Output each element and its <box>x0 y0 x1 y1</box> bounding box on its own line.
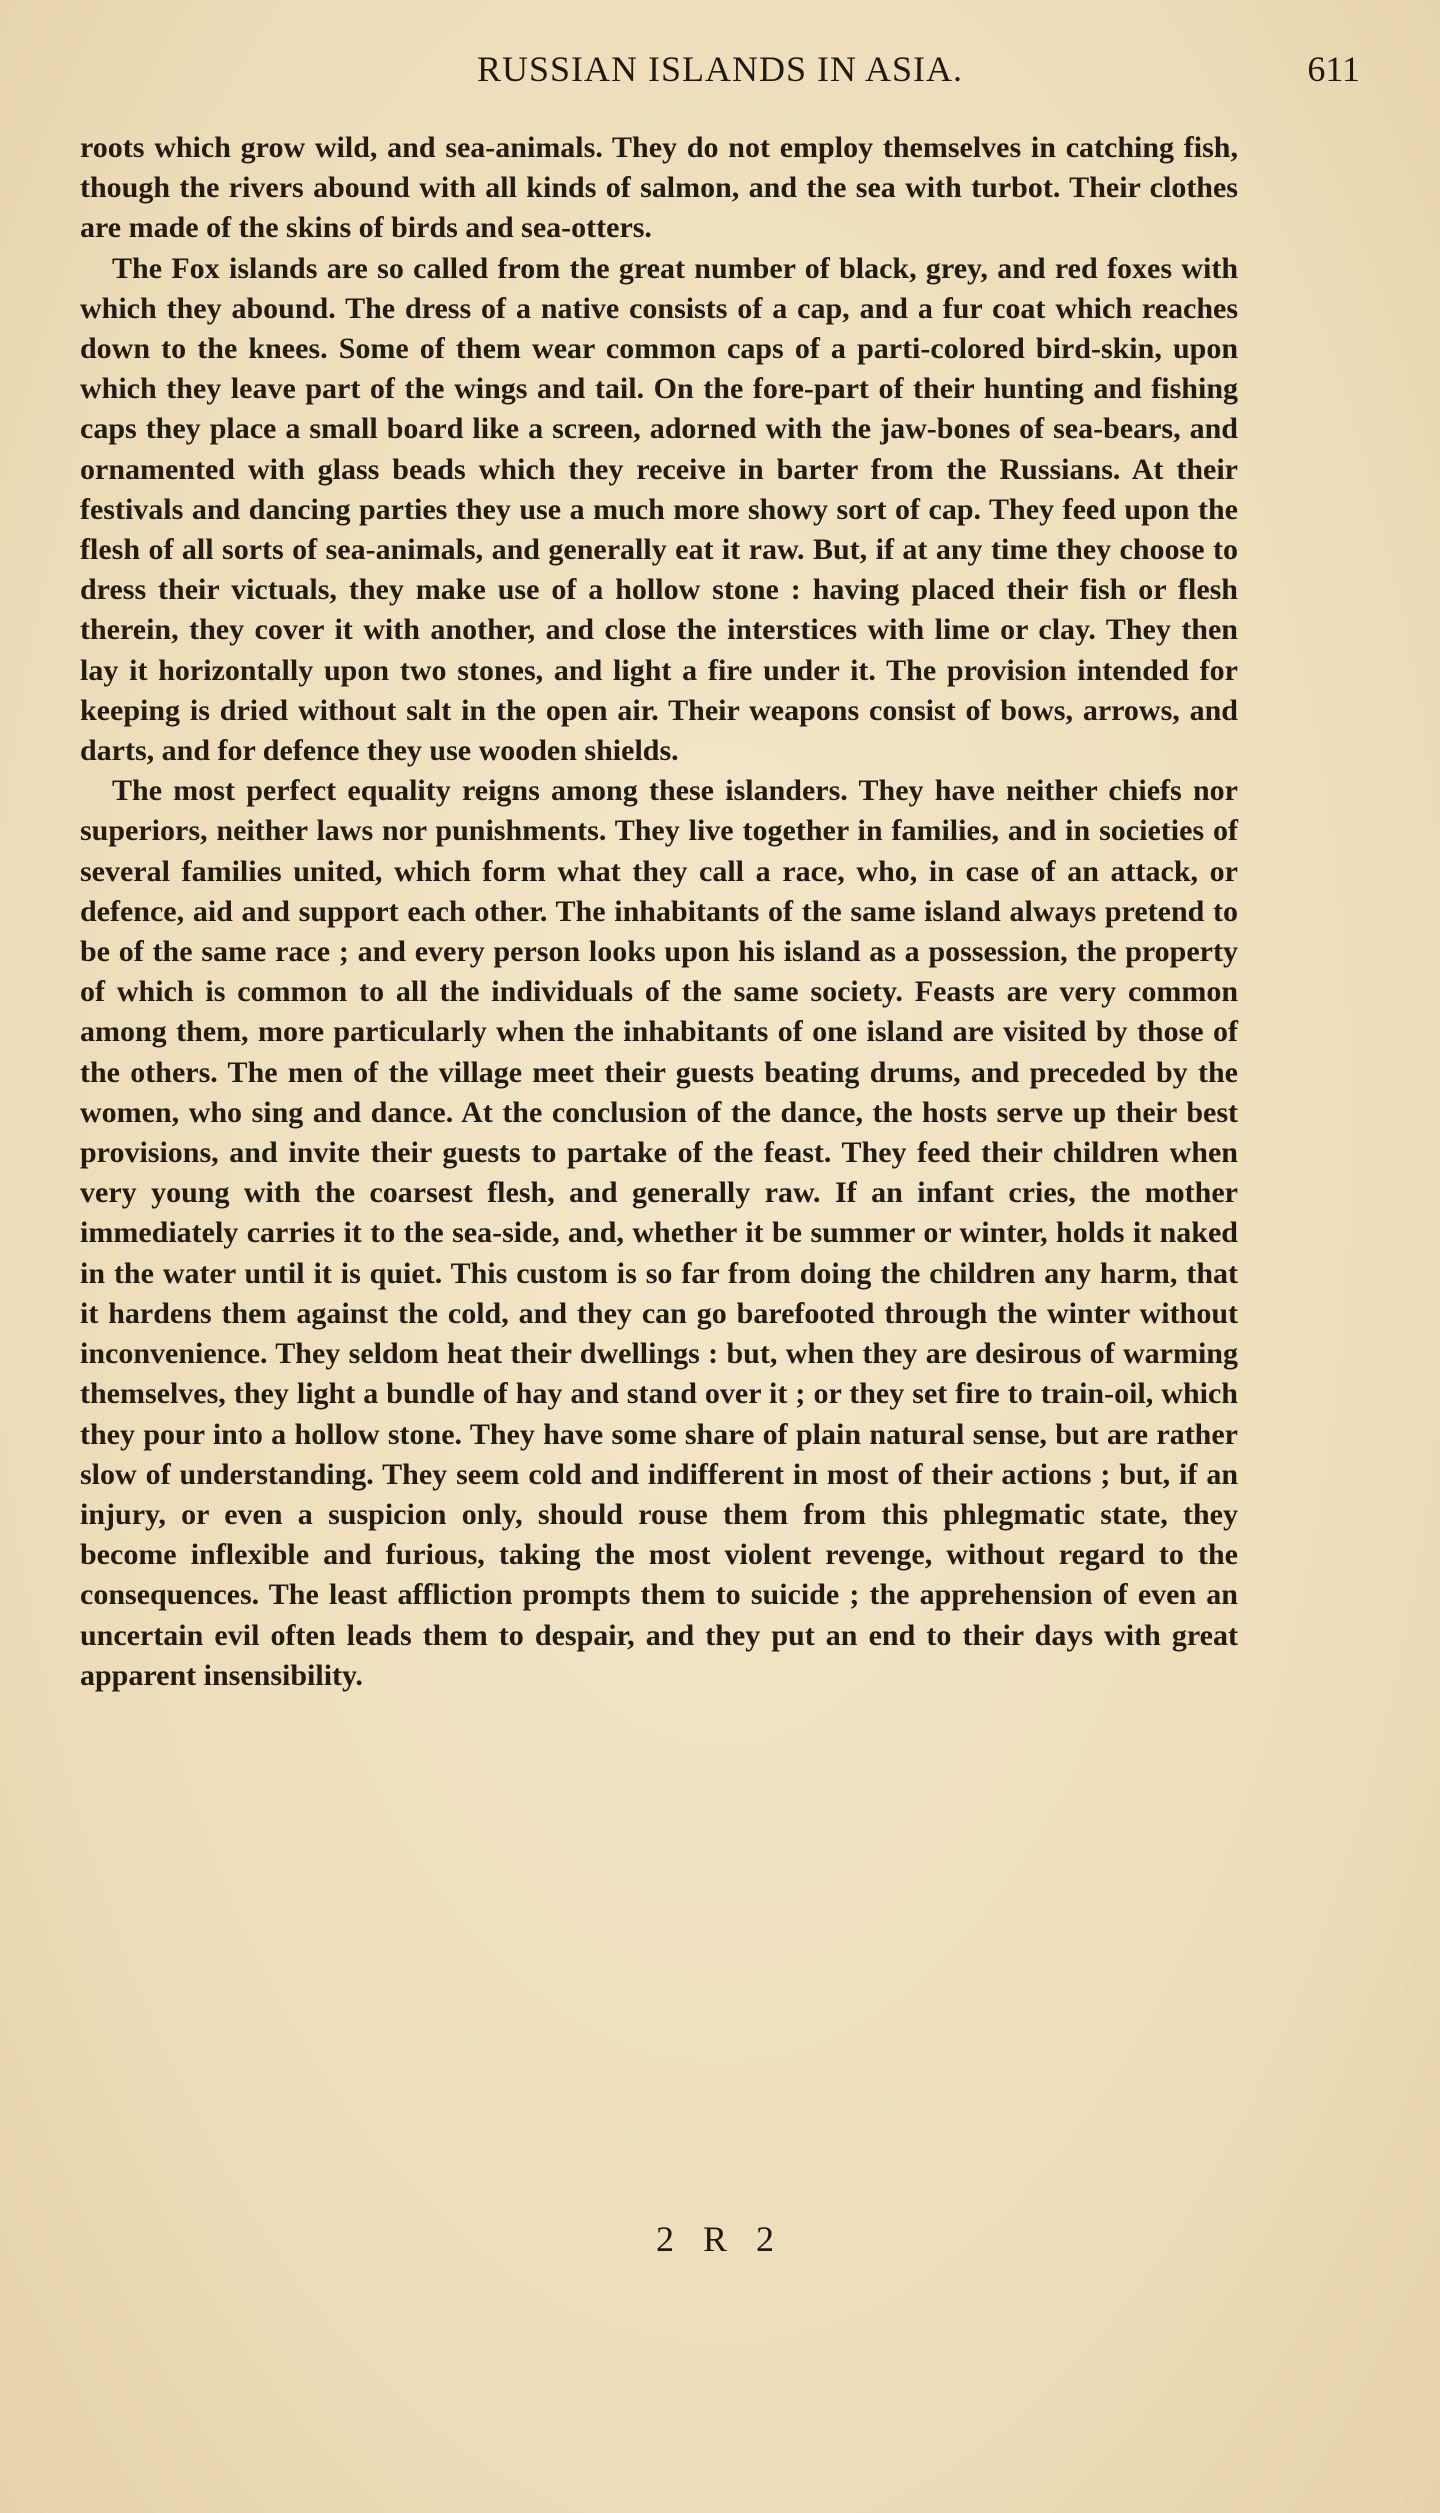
printer-signature-mark: 2 R 2 <box>655 2219 784 2259</box>
running-title: RUSSIAN ISLANDS IN ASIA. <box>476 49 964 89</box>
paragraph-fox-islands: The Fox islands are so called from the great number of black, grey, and red foxes with which they abound. The dress of a native consists of a cap, and a fur coat which reaches down to the knees. Some of them wear common caps of a parti-colored bird-skin, upon which they leave part of the wings and tail. On the fore-part of their hunting and fishing caps they place a small board like a screen, adorned with the jaw-bones of sea-bears, and ornamented with glass beads which they receive in barter from the Russians. At their festivals and dancing parties they use a much more showy sort of cap. They feed upon the flesh of all sorts of sea-animals, and generally eat it raw. But, if at any time they choose to dress their victuals, they make use of a hollow stone : having placed their fish or flesh therein, they cover it with another, and close the interstices with lime or clay. They then lay it horizontally upon two stones, and light a fire under it. The provision intended for keeping is dried without salt in the open air. Their weapons consist of bows, arrows, and darts, and for defence they use wooden shields. <box>80 251 1238 768</box>
running-head <box>80 48 1360 98</box>
page-number: 611 <box>1307 49 1360 89</box>
body-text <box>80 128 1238 1696</box>
paragraph-continuation: roots which grow wild, and sea-animals. They do not employ themselves in catching fish, though the rivers abound with all kinds of salmon, and the sea with turbot. Their clothes are made of the skins of birds and sea-otters. <box>80 131 1238 245</box>
paragraph-equality: The most perfect equality reigns among these islanders. They have neither chiefs nor superiors, neither laws nor punishments. They live together in families, and in societies of several families united, which form what they call a race, who, in case of an attack, or defence, aid and support each other. The inhabitants of the same island always pretend to be of the same race ; and every person looks upon his island as a possession, the property of which is common to all the individuals of the same society. Feasts are very common among them, more particularly when the inhabitants of one island are visited by those of the others. The men of the village meet their guests beating drums, and preceded by the women, who sing and dance. At the conclusion of the dance, the hosts serve up their best provisions, and invite their guests to partake of the feast. They feed their children when very young with the coarsest flesh, and generally raw. If an infant cries, the mother immediately carries it to the sea-side, and, whether it be summer or winter, holds it naked in the water until it is quiet. This custom is so far from doing the children any harm, that it hardens them against the cold, and they can go barefooted through the winter without inconvenience. They seldom heat their dwellings : but, when they are desirous of warming themselves, they light a bundle of hay and stand over it ; or they set fire to train-oil, which they pour into a hollow stone. They have some share of plain natural sense, but are rather slow of understanding. They seem cold and indifferent in most of their actions ; but, if an injury, or even a suspicion only, should rouse them from this phlegmatic state, they become inflexible and furious, taking the most violent revenge, without regard to the consequences. The least affliction prompts them to suicide ; the apprehension of even an uncertain evil often leads them to despair, and they put an end to their days with great apparent insensibility. <box>80 774 1238 1692</box>
